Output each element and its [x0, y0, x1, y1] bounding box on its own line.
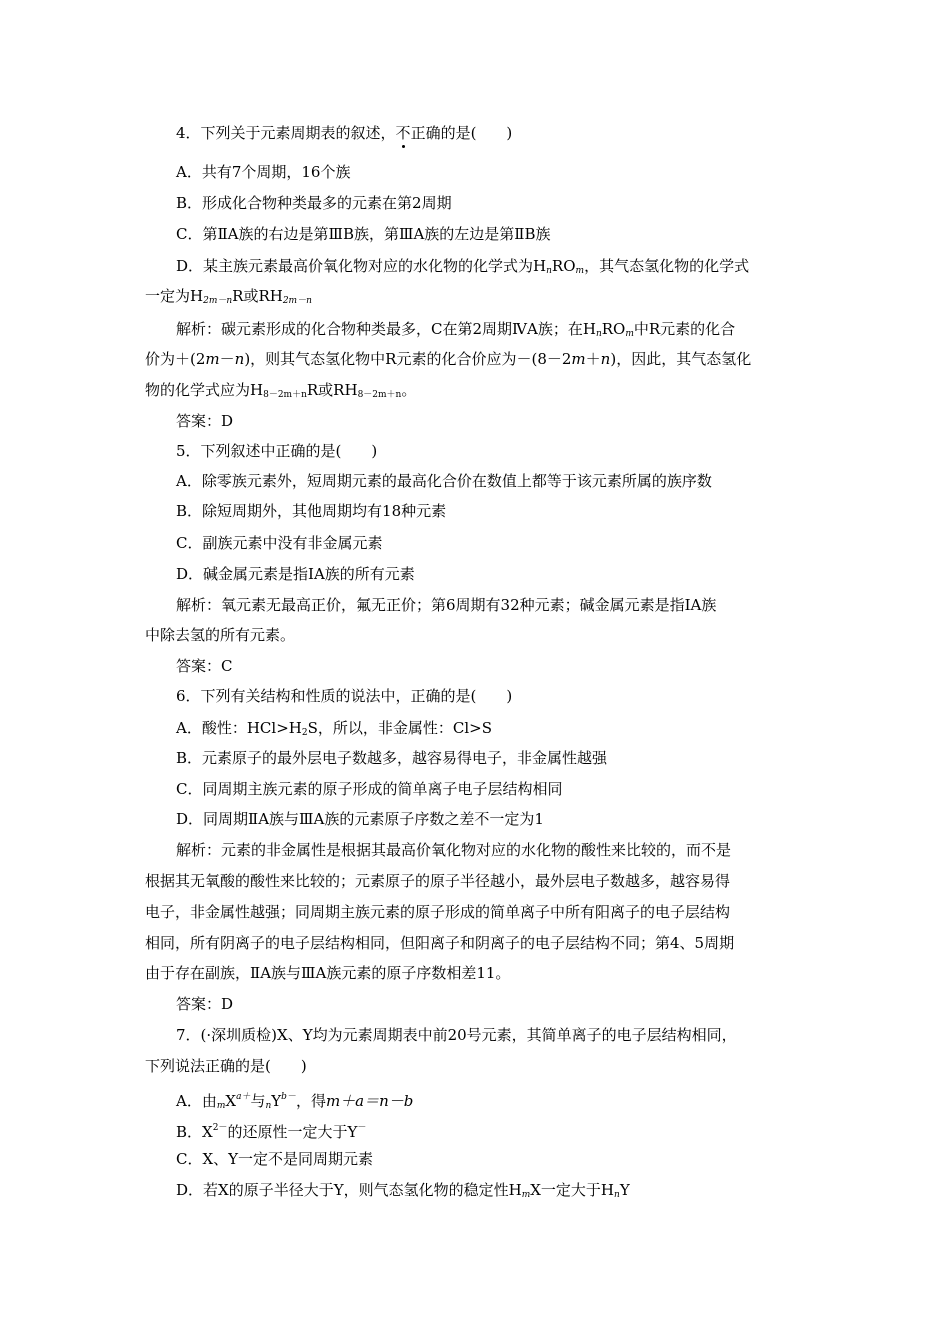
superscript: －: [357, 1123, 367, 1133]
presubscript: m: [216, 1101, 226, 1111]
text: 与: [250, 1092, 266, 1110]
q5-option-b: B．除短周期外，其他周期均有18种元素: [176, 502, 447, 520]
q4-stem-text-end: 正确的是( ): [410, 124, 513, 142]
expression: m＋a＝n－b: [325, 1092, 414, 1110]
q4-analysis-1: [176, 319, 735, 344]
subscript: m: [625, 329, 634, 339]
text: RO: [601, 320, 626, 338]
text: 一定为H: [145, 287, 204, 305]
text: R或RH: [232, 287, 283, 305]
subscript: n: [546, 266, 552, 276]
text: X一定大于H: [530, 1181, 615, 1199]
subscript: m: [521, 1190, 531, 1200]
q4-option-b: B．形成化合物种类最多的元素在第2周期: [176, 194, 452, 212]
q5-option-a: A．除零族元素外，短周期元素的最高化合价在数值上都等于该元素所属的族序数: [176, 472, 712, 490]
q6-option-d: D．同周期ⅡA族与ⅢA族的元素原子序数之差不一定为1: [176, 810, 544, 828]
text: 的还原性一定大于Y: [227, 1123, 358, 1141]
superscript: b－: [281, 1092, 296, 1102]
text: RO: [551, 257, 576, 275]
q6-analysis-2: 根据其无氧酸的酸性来比较的；元素原子的原子半径越小，最外层电子数越多，越容易得: [145, 872, 731, 890]
text: ，得: [295, 1092, 326, 1110]
q6-analysis-4: 相同，所有阴离子的电子层结构相同，但阳离子和阴离子的电子层结构不同；第4、5周期: [145, 934, 735, 952]
subscript: m: [575, 266, 585, 276]
q7-stem: 7．(·深圳质检)X、Y均为元素周期表中前20号元素，其简单离子的电子层结构相同，: [176, 1026, 737, 1044]
q6-answer: 答案：D: [176, 995, 234, 1013]
q5-analysis-2: 中除去氢的所有元素。: [145, 626, 296, 644]
q5-option-c: C．副族元素中没有非金属元素: [176, 534, 383, 552]
text: ，其气态氢化物的化学式: [584, 257, 750, 275]
subscript: 8－2m＋n: [263, 390, 307, 400]
q6-option-c: C．同周期主族元素的原子形成的简单离子电子层结构相同: [176, 780, 563, 798]
text: A．酸性：HCl>H: [176, 719, 302, 737]
subscript: n: [595, 329, 602, 339]
subscript: 8－2m＋n: [357, 390, 402, 400]
text: R或RH: [306, 381, 358, 399]
text: )，则其气态氢化物中R元素的化合价应为－(8－2: [244, 350, 572, 368]
emphasis-dot-char: 不: [395, 124, 411, 142]
var: m: [571, 350, 586, 368]
text: 价为＋(2: [145, 350, 206, 368]
subscript: 2m－n: [203, 296, 233, 306]
text: D．某主族元素最高价氧化物对应的水化物的化学式为H: [176, 257, 547, 275]
q6-analysis-3: 电子，非金属性越强；同周期主族元素的原子形成的简单离子中所有阳离子的电子层结构: [145, 903, 731, 921]
q6-option-a: [176, 718, 492, 743]
subscript: 2m－n: [282, 296, 312, 306]
q4-stem-text: 4．下列关于元素周期表的叙述，: [176, 124, 396, 142]
text: A．由: [176, 1092, 217, 1110]
text: －: [219, 350, 235, 368]
q6-stem: 6．下列有关结构和性质的说法中，正确的是( ): [176, 687, 513, 705]
text: 物的化学式应为H: [145, 381, 264, 399]
text: ＋: [585, 350, 601, 368]
q7-option-b: [176, 1118, 366, 1142]
q7-option-d: [176, 1180, 630, 1205]
presubscript: n: [265, 1101, 272, 1111]
q5-answer: 答案：C: [176, 657, 233, 675]
q4-option-d-cont: [145, 286, 312, 311]
subscript: 2: [301, 728, 308, 738]
q6-analysis-5: 由于存在副族，ⅡA族与ⅢA族元素的原子序数相差11。: [145, 964, 511, 982]
q7-option-a: [176, 1087, 413, 1116]
superscript: 2－: [212, 1123, 228, 1133]
q6-analysis-1: 解析：元素的非金属性是根据其最高价氧化物对应的水化物的酸性来比较的，而不是: [176, 841, 732, 859]
q7-stem-cont: 下列说法正确的是( ): [145, 1057, 307, 1075]
text: S，所以，非金属性：Cl>S: [307, 719, 492, 737]
q5-stem: 5．下列叙述中正确的是( ): [176, 442, 378, 460]
q4-option-c: C．第ⅡA族的右边是第ⅢB族，第ⅢA族的左边是第ⅡB族: [176, 225, 551, 243]
var: m: [205, 350, 220, 368]
text: X: [225, 1092, 237, 1110]
q4-option-d: [176, 256, 749, 281]
superscript: a＋: [236, 1092, 251, 1102]
q4-answer: 答案：D: [176, 412, 234, 430]
text: 中R元素的化合: [633, 320, 736, 338]
text: Y: [619, 1181, 630, 1199]
var: n: [600, 350, 611, 368]
var: n: [234, 350, 245, 368]
q4-analysis-2: [145, 349, 751, 369]
text: B．X: [176, 1123, 213, 1141]
q7-option-c: C．X、Y一定不是同周期元素: [176, 1150, 374, 1168]
text: 。: [401, 381, 417, 399]
text: 解析：碳元素形成的化合物种类最多，C在第2周期ⅣA族；在H: [176, 320, 596, 338]
text: Y: [271, 1092, 282, 1110]
text: )，因此，其气态氢化: [610, 350, 752, 368]
subscript: n: [614, 1190, 620, 1200]
q6-option-b: B．元素原子的最外层电子数越多，越容易得电子，非金属性越强: [176, 749, 608, 767]
q5-option-d: D．碱金属元素是指ⅠA族的所有元素: [176, 565, 415, 583]
q4-option-a: A．共有7个周期，16个族: [176, 163, 351, 181]
q4-stem: [176, 123, 512, 143]
text: D．若X的原子半径大于Y，则气态氢化物的稳定性H: [176, 1181, 522, 1199]
q4-analysis-3: [145, 380, 416, 405]
q5-analysis-1: 解析：氧元素无最高正价，氟无正价；第6周期有32种元素；碱金属元素是指ⅠA族: [176, 596, 717, 614]
